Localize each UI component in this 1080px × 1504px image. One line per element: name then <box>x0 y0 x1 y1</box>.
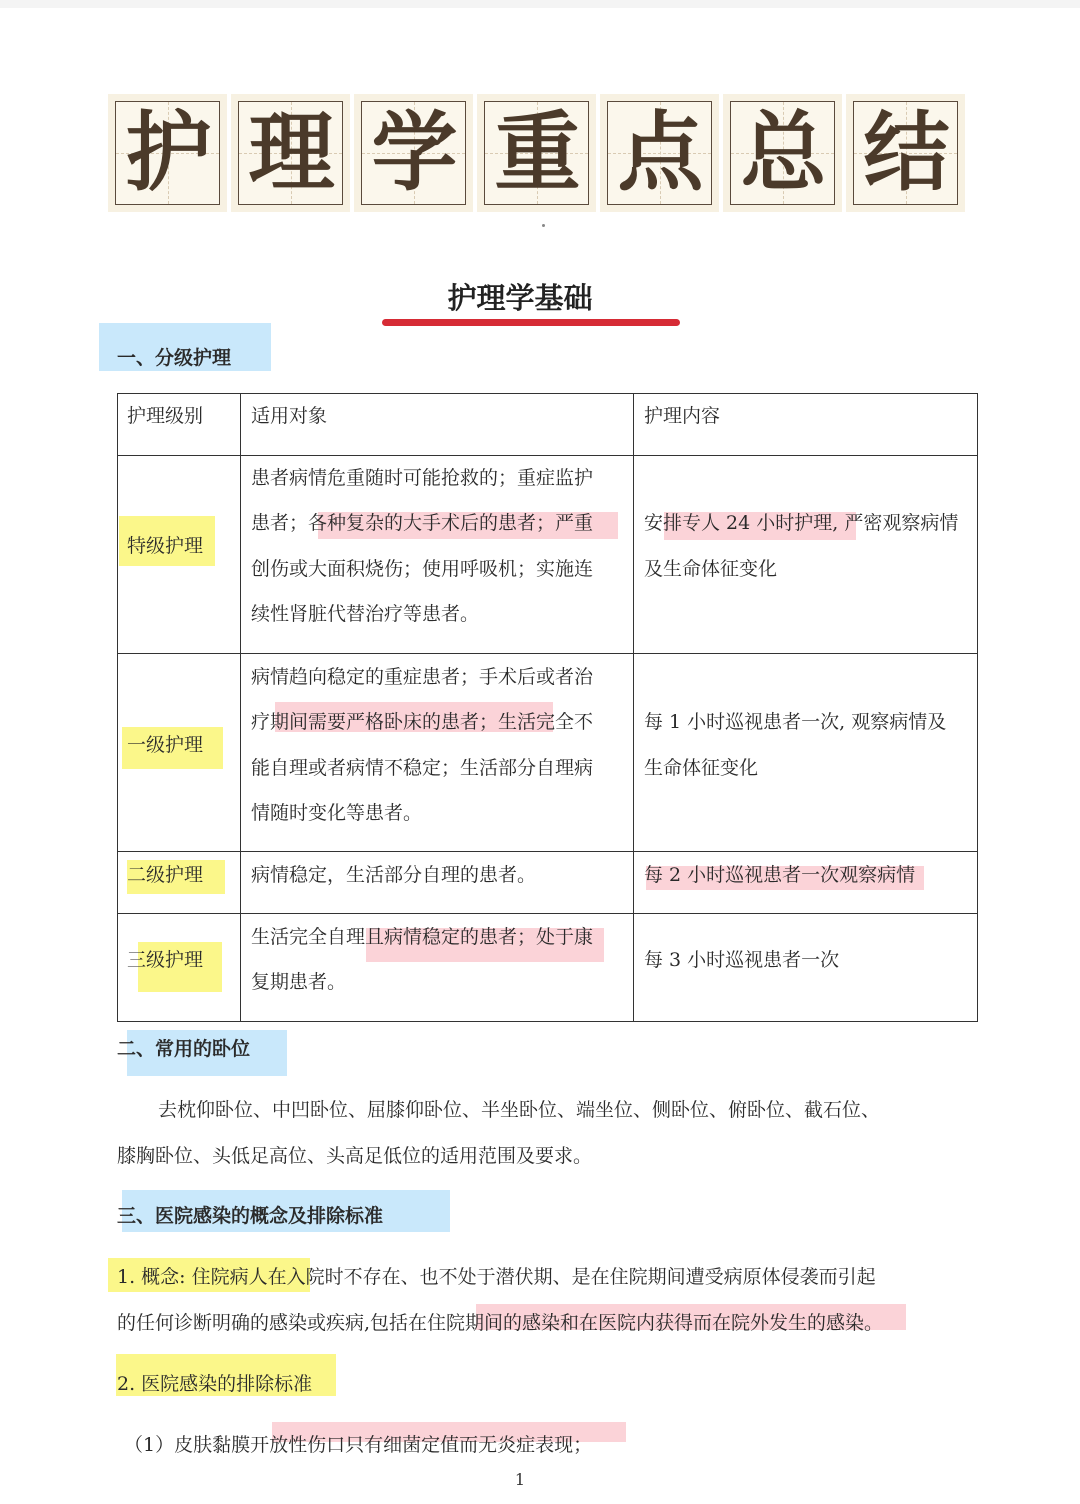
concept-text-line: 1. 概念: 住院病人在入院时不存在、也不处于潜伏期、是在住院期间遭受病原体侵袭而引起 <box>117 1266 876 1288</box>
table-border <box>117 851 978 852</box>
title-banner <box>108 94 966 212</box>
banner-char: 护 <box>125 103 210 203</box>
table-border <box>117 1021 978 1022</box>
table-border <box>117 393 978 394</box>
level-cell: 三级护理 <box>127 949 204 971</box>
banner-char: 结 <box>863 103 948 203</box>
target-line: 能自理或者病情不稳定；生活部分自理病 <box>251 757 594 779</box>
banner-tile <box>108 94 227 212</box>
banner-tile <box>600 94 719 212</box>
banner-char: 重 <box>494 103 579 203</box>
target-line: 病情趋向稳定的重症患者；手术后或者治 <box>251 666 594 688</box>
banner-tile <box>231 94 350 212</box>
content-line: 每 2 小时巡视患者一次观察病情 <box>644 864 916 886</box>
banner-char: 总 <box>740 103 825 203</box>
banner-tile <box>723 94 842 212</box>
table-header: 适用对象 <box>251 405 328 427</box>
content-line: 安排专人 24 小时护理, 严密观察病情 <box>644 512 959 534</box>
table-border <box>240 393 241 1022</box>
section-heading-grading: 一、分级护理 <box>117 347 232 369</box>
nursing-level-table <box>117 393 978 1022</box>
target-line: 疗期间需要严格卧床的患者；生活完全不 <box>251 711 594 733</box>
table-border <box>117 393 118 1022</box>
page-number: 1 <box>514 1470 526 1489</box>
banner-tile <box>477 94 596 212</box>
section-heading-positions: 二、常用的卧位 <box>117 1038 251 1060</box>
banner-tile <box>354 94 473 212</box>
positions-text-line: 去枕仰卧位、中凹卧位、屈膝仰卧位、半坐卧位、端坐位、侧卧位、俯卧位、截石位、 <box>158 1099 881 1121</box>
target-line: 病情稳定，生活部分自理的患者。 <box>251 864 537 886</box>
target-line: 生活完全自理且病情稳定的患者；处于康 <box>251 926 594 948</box>
level-cell: 一级护理 <box>127 734 204 756</box>
positions-text-line: 膝胸卧位、头低足高位、头高足低位的适用范围及要求。 <box>117 1145 593 1167</box>
exclusion-heading: 2. 医院感染的排除标准 <box>117 1373 313 1395</box>
banner-tile <box>846 94 965 212</box>
target-line: 续性肾脏代替治疗等患者。 <box>251 603 480 625</box>
decorative-dot <box>542 224 545 227</box>
content-line: 生命体征变化 <box>644 757 759 779</box>
concept-text-line: 的任何诊断明确的感染或疾病,包括在住院期间的感染和在医院内获得而在院外发生的感染。 <box>117 1312 884 1334</box>
target-line: 患者；各种复杂的大手术后的患者；严重 <box>251 512 594 534</box>
level-cell: 二级护理 <box>127 864 204 886</box>
exclusion-item: （1）皮肤黏膜开放性伤口只有细菌定值而无炎症表现； <box>124 1434 593 1456</box>
banner-char: 理 <box>248 103 333 203</box>
target-line: 情随时变化等患者。 <box>251 802 423 824</box>
table-border <box>117 913 978 914</box>
table-header: 护理级别 <box>127 405 204 427</box>
banner-char: 学 <box>371 103 456 203</box>
banner-char: 点 <box>617 103 702 203</box>
title-underline <box>382 319 680 326</box>
content-line: 每 1 小时巡视患者一次, 观察病情及 <box>644 711 947 733</box>
target-line: 患者病情危重随时可能抢救的；重症监护 <box>251 467 594 489</box>
table-border <box>633 393 634 1022</box>
target-line: 复期患者。 <box>251 971 347 993</box>
content-line: 每 3 小时巡视患者一次 <box>644 949 840 971</box>
table-border <box>117 653 978 654</box>
top-border <box>0 0 1080 8</box>
target-line: 创伤或大面积烧伤；使用呼吸机；实施连 <box>251 558 594 580</box>
page-title: 护理学基础 <box>447 281 593 315</box>
level-cell: 特级护理 <box>127 535 204 557</box>
table-header: 护理内容 <box>644 405 721 427</box>
content-line: 及生命体征变化 <box>644 558 778 580</box>
table-border <box>977 393 978 1022</box>
section-heading-infection: 三、医院感染的概念及排除标准 <box>117 1205 384 1227</box>
